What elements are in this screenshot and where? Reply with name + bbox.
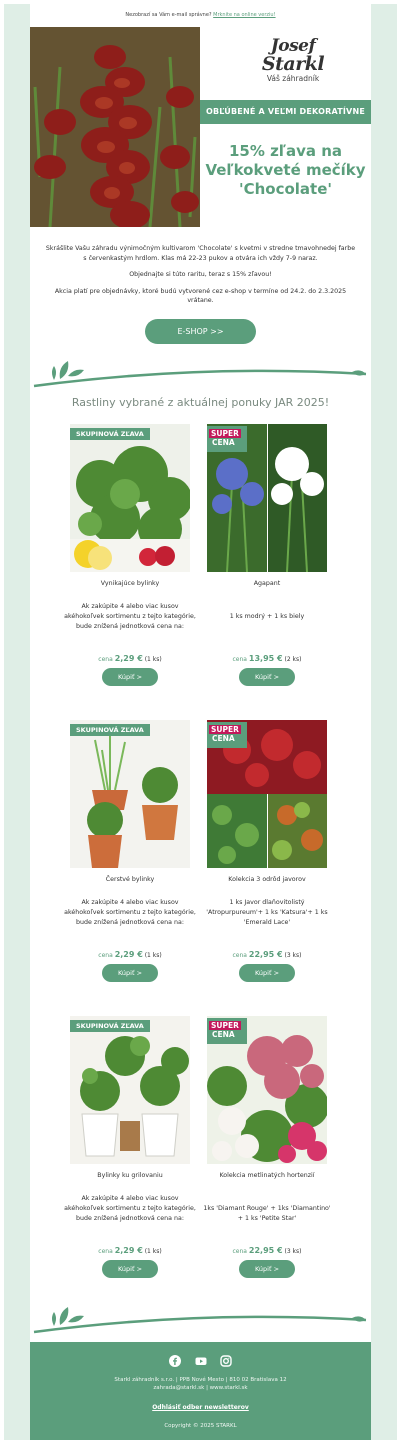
product-image[interactable] <box>207 424 327 572</box>
product-price <box>207 654 327 663</box>
hero-band: OBĽÚBENÉ A VEĽMI DEKORATÍVNE <box>200 100 371 124</box>
product-name: Kolekcia metlinatých hortenzií <box>219 1172 315 1179</box>
product-name: Vynikajúce bylinky <box>100 580 160 587</box>
product-name: Kolekcia 3 odrôd javorov <box>228 876 306 883</box>
super-price-badge <box>207 426 247 452</box>
price-prefix: cena <box>232 656 247 663</box>
product-image[interactable] <box>207 720 327 868</box>
buy-button[interactable]: Kúpiť > <box>239 1260 295 1278</box>
product-description: 1 ks Javor dlaňovitolistý 'Atropurpureum'+ 1 ks 'Katsura'+ 1 ks 'Emerald Lace' <box>206 899 328 926</box>
super-badge-line-2: CENA <box>212 438 235 447</box>
price-prefix: cena <box>98 656 113 663</box>
starkl-logo[interactable] <box>248 38 338 83</box>
footer <box>30 1342 371 1440</box>
product-price <box>70 1246 190 1255</box>
gladiolus-illustration <box>30 27 200 227</box>
hero-image-gladiolus[interactable] <box>30 27 200 227</box>
price-quantity: (1 ks) <box>144 656 162 663</box>
product-description: Ak zakúpite 4 alebo viac kusov akéhokoľvek sortimentu z tejto kategórie, bude znížená jednotková cena na: <box>64 603 196 630</box>
super-badge-line-1: SUPER <box>211 1021 239 1030</box>
product-image[interactable] <box>207 1016 327 1164</box>
price-prefix: cena <box>232 952 247 959</box>
product-description: 1 ks modrý + 1 ks biely <box>229 613 305 620</box>
hero-title: 15% zľava na Veľkokveté mečíky 'Chocolate' <box>205 142 366 198</box>
price-amount: 2,29 € <box>114 654 143 663</box>
email-body <box>30 4 371 1440</box>
product-price <box>70 950 190 959</box>
buy-button[interactable]: Kúpiť > <box>239 668 295 686</box>
super-badge-line-2: CENA <box>212 734 235 743</box>
group-discount-badge: SKUPINOVÁ ZĽAVA <box>70 724 150 736</box>
price-quantity: (1 ks) <box>144 952 162 959</box>
product-price <box>207 950 327 959</box>
logo-line-1: Josef <box>270 36 316 56</box>
product-name: Čerstvé bylinky <box>105 876 155 883</box>
super-price-badge <box>207 1018 247 1044</box>
buy-button[interactable]: Kúpiť > <box>102 668 158 686</box>
logo-tagline: Váš záhradník <box>266 74 320 83</box>
price-amount: 22,95 € <box>248 1246 283 1255</box>
group-discount-badge: SKUPINOVÁ ZĽAVA <box>70 428 150 440</box>
facebook-icon[interactable] <box>169 1352 181 1364</box>
price-quantity: (3 ks) <box>284 952 302 959</box>
eshop-button[interactable]: E-SHOP >> <box>145 319 256 344</box>
buy-button[interactable]: Kúpiť > <box>102 964 158 982</box>
intro-paragraph-3: Akcia platí pre objednávky, ktoré budú vytvorené cez e-shop v termíne od 24.2. do 2.3.2025 vrátane. <box>54 287 347 304</box>
intro-paragraph-1: Skrášlite Vašu záhradu výnimočným kultivarom 'Chocolate' s kvetmi v stredne tmavohnedej farbe s červenkastým hrdlom. Klas má 22-23 pukov a otvára ich vždy 7-9 naraz. <box>45 245 356 262</box>
product-name: Bylinky ku grilovaniu <box>97 1172 163 1179</box>
product-image[interactable] <box>70 424 190 572</box>
product-price <box>70 654 190 663</box>
super-badge-line-1: SUPER <box>211 429 239 438</box>
side-band-right <box>371 4 397 1440</box>
price-amount: 2,29 € <box>114 950 143 959</box>
copyright: Copyright © 2025 STARKL <box>164 1423 237 1429</box>
super-price-badge <box>207 722 247 748</box>
leaf-divider <box>30 1300 371 1336</box>
social-links <box>30 1352 371 1371</box>
buy-button[interactable]: Kúpiť > <box>239 964 295 982</box>
price-amount: 22,95 € <box>248 950 283 959</box>
product-price <box>207 1246 327 1255</box>
price-amount: 13,95 € <box>248 654 283 663</box>
intro-text <box>44 244 357 313</box>
footer-address <box>30 1376 371 1392</box>
intro-paragraph-2: Objednajte si túto raritu, teraz s 15% zľavou! <box>129 271 272 278</box>
logo-line-2: Starkl <box>261 53 325 75</box>
unsubscribe-link[interactable]: Odhlásiť odber newsletterov <box>152 1404 249 1411</box>
company-address: Starkl záhradník s.r.o. | PPB Nové Mesto | 810 02 Bratislava 12 <box>114 1377 287 1383</box>
preheader-text: Nezobrazí sa Vám e-mail správne? <box>125 12 212 18</box>
company-contact[interactable]: zahrada@starkl.sk | www.starkl.sk <box>153 1385 248 1391</box>
product-image[interactable] <box>70 720 190 868</box>
price-prefix: cena <box>232 1248 247 1255</box>
instagram-icon[interactable] <box>220 1352 232 1364</box>
price-amount: 2,29 € <box>114 1246 143 1255</box>
side-band-left <box>4 4 30 1440</box>
youtube-icon[interactable] <box>195 1352 207 1364</box>
product-description: 1ks 'Diamant Rouge' + 1ks 'Diamantino' + 1 ks 'Petite Star' <box>203 1205 331 1222</box>
price-prefix: cena <box>98 952 113 959</box>
product-image[interactable] <box>70 1016 190 1164</box>
super-badge-line-1: SUPER <box>211 725 239 734</box>
buy-button[interactable]: Kúpiť > <box>102 1260 158 1278</box>
leaf-divider <box>30 354 371 390</box>
price-quantity: (2 ks) <box>284 656 302 663</box>
product-description: Ak zakúpite 4 alebo viac kusov akéhokoľvek sortimentu z tejto kategórie, bude znížená jednotková cena na: <box>64 1195 196 1222</box>
group-discount-badge: SKUPINOVÁ ZĽAVA <box>70 1020 150 1032</box>
section-title: Rastliny vybrané z aktuálnej ponuky JAR 2025! <box>71 396 330 409</box>
price-quantity: (1 ks) <box>144 1248 162 1255</box>
price-prefix: cena <box>98 1248 113 1255</box>
online-version-link[interactable]: Mrknite na online verziu! <box>213 12 276 18</box>
price-quantity: (3 ks) <box>284 1248 302 1255</box>
preheader <box>30 12 371 18</box>
product-description: Ak zakúpite 4 alebo viac kusov akéhokoľvek sortimentu z tejto kategórie, bude znížená jednotková cena na: <box>64 899 196 926</box>
super-badge-line-2: CENA <box>212 1030 235 1039</box>
product-name: Agapant <box>253 580 281 587</box>
